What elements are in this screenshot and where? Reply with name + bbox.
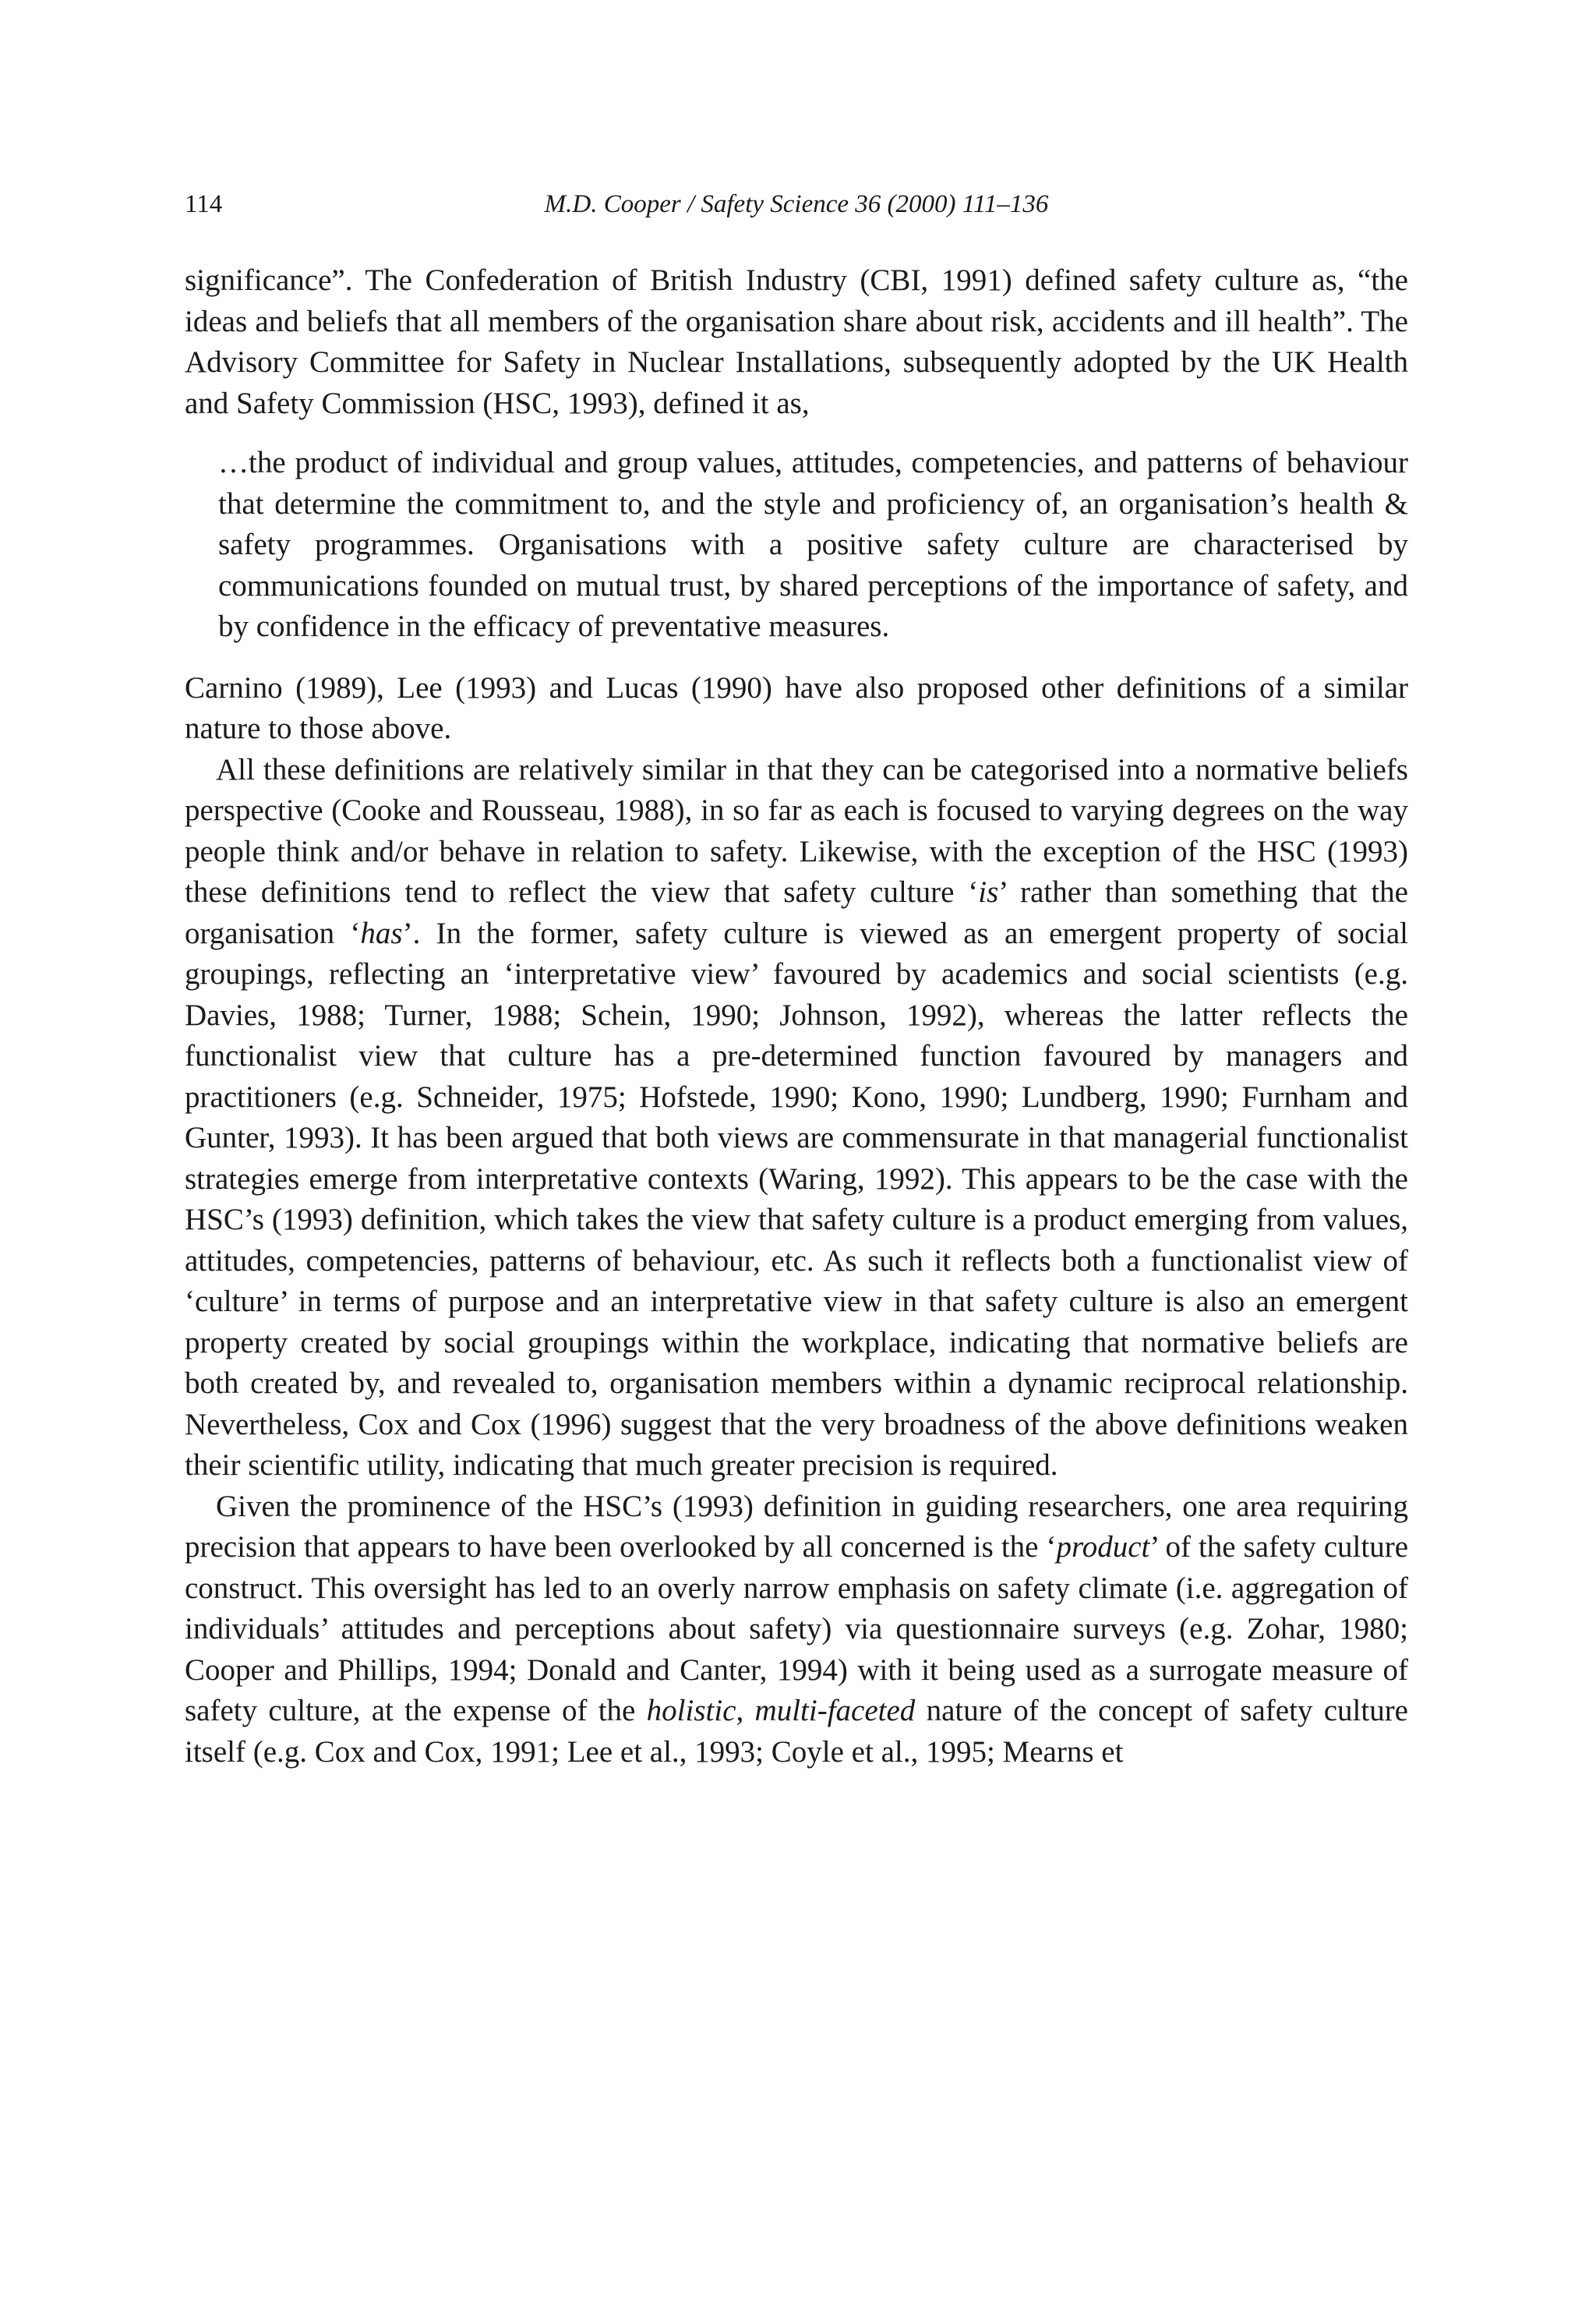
emphasis-holistic: holistic bbox=[646, 1694, 736, 1727]
emphasis-has: has bbox=[360, 916, 403, 950]
emphasis-is: is bbox=[978, 875, 999, 909]
paragraph-4 bbox=[185, 1486, 1408, 1773]
paragraph-3-text-a: All these definitions are relatively similar in that they can be categorised into a normative beliefs perspective (Cooke and Rousseau, 1988), in so far as each is focused to varying degrees on the way people think and/or behave in relation to safety. Likewise, with the exception of the HSC (1993) these definitions tend to reflect the view that safety culture ‘ bbox=[185, 752, 1408, 909]
paragraph-3-text-c: ’. In the former, safety culture is viewed as an emergent property of social groupings, reflecting an ‘interpretative view’ favoured by academics and social scientists (e.g. Davies, 1988; Turner, 1988; Schein, 1990; Johnson, 1992), whereas the latter reflects the functionalist view that culture has a pre-determined function favoured by managers and practitioners (e.g. Schneider, 1975; Hofstede, 1990; Kono, 1990; Lundberg, 1990; Furnham and Gunter, 1993). It has been argued that both views are commensurate in that managerial functionalist strategies emerge from interpretative contexts (Waring, 1992). This appears to be the case with the HSC’s (1993) definition, which takes the view that safety culture is a product emerging from values, attitudes, competencies, patterns of behaviour, etc. As such it reflects both a functionalist view of ‘culture’ in terms of purpose and an interpretative view in that safety culture is also an emergent property created by social groupings within the workplace, indicating that normative beliefs are both created by, and revealed to, organisation members within a dynamic reciprocal relationship. Nevertheless, Cox and Cox (1996) suggest that the very broadness of the above definitions weaken their scientific utility, indicating that much greater precision is required. bbox=[185, 916, 1408, 1482]
paragraph-4-text-c: , bbox=[736, 1694, 755, 1727]
paragraph-2: Carnino (1989), Lee (1993) and Lucas (1990) have also proposed other definitions of a similar nature to those above. bbox=[185, 670, 1408, 745]
paragraph-4-text-b: ’ of the safety culture construct. This oversight has led to an overly narrow emphasis on safety climate (i.e. aggregation of individuals’ attitudes and perceptions about safety) via questionnaire surveys (e.g. Zohar, 1980; Cooper and Phillips, 1994; Donald and Canter, 1994) with it being used as a surrogate measure of safety culture, at the expense of the bbox=[185, 1530, 1409, 1727]
paragraph-3 bbox=[185, 750, 1408, 1486]
paragraph-1: significance”. The Confederation of British Industry (CBI, 1991) defined safety culture as, “the ideas and beliefs that all members of the organisation share about risk, accidents and ill health”. The Advisory Committee for Safety in Nuclear Installations, subsequently adopted by the UK Health and Safety Commission (HSC, 1993), defined it as, bbox=[185, 263, 1408, 420]
paragraph-4-text-d: nature of the concept of safety culture itself (e.g. Cox and Cox, 1991; Lee et al., 1993; Coyle et al., 1995; Mearns et bbox=[185, 1694, 1408, 1769]
paragraph-3-text-b: ’ rather than something that the organisation ‘ bbox=[185, 875, 1408, 950]
emphasis-multi-faceted: multi-faceted bbox=[754, 1694, 916, 1727]
block-quote: …the product of individual and group values, attitudes, competencies, and patterns of behaviour that determine the commitment to, and the style and proficiency of, an organisation’s health & safety programmes. Organisations with a positive safety culture are characterised by communications founded on mutual trust, by shared perceptions of the importance of safety, and by confidence in the efficacy of preventative measures. bbox=[218, 446, 1408, 643]
page-header bbox=[185, 187, 1408, 221]
paragraph-4-text-a: Given the prominence of the HSC’s (1993) definition in guiding researchers, one area requiring precision that appears to have been overlooked by all concerned is the ‘ bbox=[185, 1489, 1408, 1564]
article-body bbox=[185, 260, 1408, 1773]
page-number: 114 bbox=[185, 190, 223, 218]
running-head: M.D. Cooper / Safety Science 36 (2000) 111–136 bbox=[544, 190, 1049, 218]
emphasis-product: product bbox=[1056, 1530, 1150, 1564]
